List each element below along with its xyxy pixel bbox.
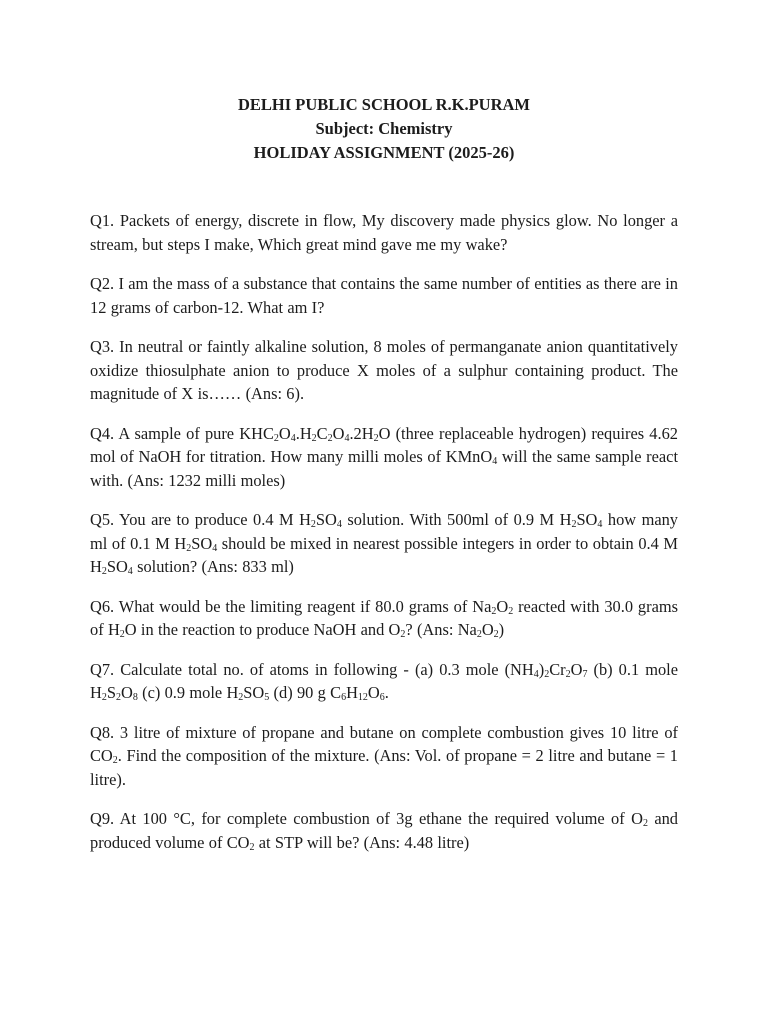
formula-subscript: 2: [115, 692, 121, 703]
question-1-text: Q1. Packets of energy, discrete in flow, My discovery made physics glow. No longer a stream, but steps I make, Which great mind gave me my wake?: [90, 211, 678, 254]
formula-subscript: 2: [119, 629, 125, 640]
formula-part: O: [378, 423, 391, 443]
question-5-text: solution? (Ans: 833 ml): [132, 557, 294, 576]
formula-part: S: [106, 683, 116, 702]
question-2: [90, 272, 678, 319]
formula-subscript: 5: [264, 692, 270, 703]
formula-subscript: 2: [642, 818, 648, 829]
formula-part: O: [332, 423, 345, 443]
question-4: [90, 422, 678, 493]
formula-subscript: 2: [476, 629, 482, 640]
question-7-text: .: [384, 683, 389, 702]
formula-subscript: 2: [112, 755, 118, 766]
formula-part: SO: [191, 533, 213, 553]
subject-line: Subject: Chemistry: [315, 119, 453, 138]
question-4-mid: (three replaceable hydrogen) requires 4.62 mol of NaOH for titration. How many milli moles of KMnO: [90, 423, 678, 466]
question-5: [90, 508, 678, 579]
question-9-text: at STP will be? (Ans: 4.48 litre): [254, 832, 470, 852]
question-3-text: Q3. In neutral or faintly alkaline solution, 8 moles of permanganate anion quantitatively oxidize thiosulphate anion to produce X moles of a sulphur containing product. The magnitude of X is…… (Ans: 6).: [90, 337, 678, 403]
formula-part: O: [120, 683, 133, 702]
question-7: [90, 658, 678, 705]
formula-part: .2H: [349, 423, 374, 443]
question-3: [90, 335, 678, 406]
formula-subscript: 2: [311, 432, 317, 444]
formula-subscript: 8: [132, 692, 138, 703]
formula-subscript: 2: [571, 519, 577, 530]
formula-part: O: [367, 683, 380, 702]
formula-part: SO: [106, 557, 128, 576]
question-2-text: Q2. I am the mass of a substance that contains the same number of entities as there are in 12 grams of carbon-12. What am I?: [90, 274, 678, 317]
question-1: [90, 209, 678, 256]
formula-subscript: 2: [491, 605, 497, 617]
question-9: [90, 807, 678, 854]
question-5-text: Q5. You are to produce 0.4 M H: [90, 510, 311, 529]
question-7-text: (b) 0.1 mole H: [90, 659, 678, 702]
formula-part: SO: [576, 510, 598, 529]
question-6-text: ): [498, 620, 505, 639]
formula-part: O: [496, 596, 509, 616]
question-5-text: should be mixed in nearest possible integers in order to obtain 0.4 M H: [90, 533, 679, 576]
formula-subscript: 7: [582, 668, 588, 680]
formula-part: Cr: [549, 659, 566, 679]
formula-part: C: [316, 423, 328, 443]
question-6: [90, 595, 678, 642]
formula-subscript: 2: [238, 692, 244, 703]
formula-subscript: 2: [101, 566, 107, 577]
formula-subscript: 2: [544, 668, 550, 680]
formula-part: .H: [295, 423, 312, 443]
question-8-text: Q8. 3 litre of mixture of propane and butane on complete combustion gives 10 litre of CO: [90, 722, 678, 765]
formula-part: SO: [315, 510, 337, 529]
formula-subscript: 4: [127, 566, 133, 577]
question-6-text: reacted with 30.0 grams of H: [90, 596, 678, 639]
formula-part: H: [346, 683, 358, 702]
question-4-prefix: Q4. A sample of pure: [90, 423, 240, 443]
question-8: [90, 721, 678, 792]
formula-subscript: 4: [336, 519, 342, 530]
question-6-text: O in the reaction to produce NaOH and O: [124, 620, 401, 639]
formula-subscript: 4: [212, 542, 218, 554]
question-6-text: Q6. What would be the limiting reagent if 80.0 grams of Na: [90, 596, 492, 616]
question-4-suffix: will the same sample react with. (Ans: 1232 milli moles): [90, 447, 678, 490]
formula-subscript: 2: [508, 605, 514, 617]
formula-part: O: [278, 423, 291, 443]
question-7-text: Q7. Calculate total no. of atoms in following - (a) 0.3 mole (NH: [90, 659, 534, 679]
formula-part: KHC: [239, 423, 274, 443]
formula-part: O: [570, 659, 583, 679]
formula-subscript: 2: [273, 432, 279, 444]
formula-subscript: 2: [101, 692, 107, 703]
formula-subscript: 4: [492, 456, 498, 467]
question-5-text: solution. With 500ml of 0.9 M H: [341, 510, 572, 529]
document-header: [90, 93, 678, 165]
question-7-text: (d) 90 g C: [269, 683, 342, 702]
question-7-text: (c) 0.9 mole H: [137, 683, 239, 702]
formula-subscript: 4: [344, 432, 350, 444]
formula-subscript: 2: [493, 629, 499, 640]
formula-subscript: 12: [357, 692, 368, 703]
formula-part: SO: [243, 683, 265, 702]
question-9-text: and produced volume of CO: [90, 809, 678, 852]
formula-subscript: 2: [186, 542, 192, 554]
formula-subscript: 2: [565, 668, 571, 680]
question-6-text: ? (Ans: Na: [405, 620, 477, 639]
formula-subscript: 4: [533, 668, 539, 680]
formula-part: ): [538, 659, 545, 679]
formula-part: O: [481, 620, 494, 639]
formula-subscript: 4: [290, 432, 296, 444]
school-name: DELHI PUBLIC SCHOOL R.K.PURAM: [238, 95, 530, 114]
formula-subscript: 2: [373, 432, 379, 444]
formula-subscript: 6: [341, 692, 347, 703]
formula-subscript: 2: [400, 629, 406, 640]
question-8-text: . Find the composition of the mixture. (Ans: Vol. of propane = 2 litre and butane = 1 litre).: [90, 746, 678, 789]
formula-subscript: 2: [327, 432, 333, 444]
question-9-text: Q9. At 100 °C, for complete combustion of 3g ethane the required volume of O: [90, 809, 643, 828]
question-5-text: how many ml of 0.1 M H: [90, 510, 678, 553]
formula-subscript: 2: [310, 519, 316, 530]
formula-subscript: 6: [379, 692, 385, 703]
assignment-title: HOLIDAY ASSIGNMENT (2025-26): [253, 143, 515, 162]
formula-subscript: 4: [597, 519, 603, 530]
formula-subscript: 2: [249, 841, 255, 853]
